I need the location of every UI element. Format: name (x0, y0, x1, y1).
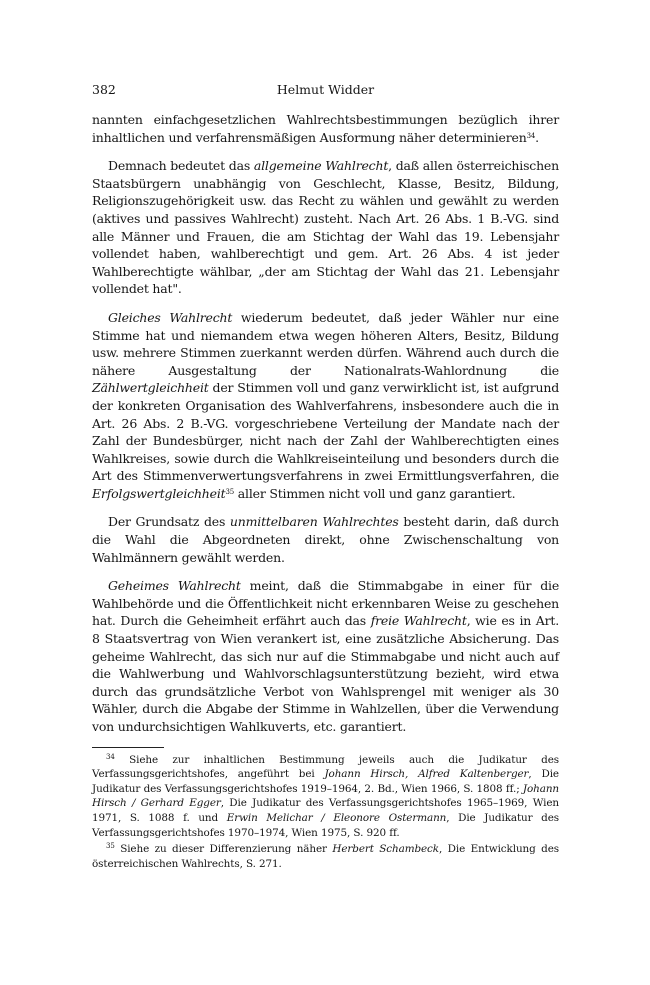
text-segment: der Stimmen voll und ganz verwirklicht ist, ist aufgrund der konkreten Organisation des Wahlverfahrens, insbesondere auch die in Art. 26 Abs. 2 B.-VG. vorgeschriebene Verteilung der Mandate nach der Zahl der Bundesbürger, nicht nach der Zahl der Wahlberechtigten eines Wahlkreises, sowie durch die Wahlkreiseinteilung und besonders durch die Art des Stimmenverwertungsverfahrens in zwei Ermittlungsverfahren, die (92, 380, 559, 484)
text-segment: . (535, 129, 539, 145)
text-segment: nannten einfachgesetzlichen Wahlrechtsbestimmungen bezüglich ihrer inhaltlichen und verfahrensmäßigen Ausformung näher determinieren (92, 112, 559, 145)
emphasis: allgemeine Wahlrecht (253, 158, 389, 174)
paragraph-unmittelbares-wahlrecht (92, 513, 559, 566)
emphasis: Zählwertgleichheit (92, 380, 209, 396)
emphasis: Geheimes Wahlrecht (108, 578, 241, 594)
paragraph-continuation (92, 111, 559, 146)
text-segment: Siehe zur inhaltlichen Bestimmung jeweils auch die Judikatur des Verfassungsgerichtshofes, angeführt bei (92, 753, 559, 781)
emphasis: Gleiches Wahlrecht (108, 309, 233, 325)
footnotes (92, 753, 559, 872)
footnote-35 (92, 842, 559, 871)
text-segment: , Die Entwicklung des österreichischen Wahlrechts, S. 271. (92, 843, 559, 870)
footnote-ref-35: 35 (225, 487, 234, 496)
text-segment: wiederum bedeutet, daß jeder Wähler nur eine Stimme hat und niemandem etwa wegen höheren Alters, Besitz, Bildung usw. mehrere Stimmen zuerkannt werden dürfen. Während auch durch die nähere Ausgestaltung der Nationalrats-Wahlordnung die (92, 309, 559, 378)
text-segment: meint, daß die Stimmabgabe in einer für die Wahlbehörde und die Öffentlichkeit nicht erkennbaren Weise zu geschehen hat. Durch die Geheimheit erfährt auch das (92, 578, 560, 629)
footnote-ref-34: 34 (526, 131, 536, 140)
footnote-34 (92, 753, 559, 841)
text-segment: aller Stimmen nicht voll und ganz garantiert. (234, 485, 516, 501)
author-names: Erwin Melichar / Eleonore Ostermann (226, 811, 447, 824)
text-segment: Demnach bedeutet das (108, 158, 254, 174)
text-segment: Der Grundsatz des (108, 514, 230, 530)
page-number: 382 (92, 82, 116, 97)
author-names: Herbert Schambeck (332, 843, 439, 856)
paragraph-allgemeines-wahlrecht (92, 157, 559, 298)
footnote-divider (92, 747, 164, 748)
text-segment: , Die Judikatur des Verfassungsgerichtshofes 1970–1974, Wien 1975, S. 920 ff. (92, 811, 560, 839)
body-text (92, 111, 559, 736)
page-header (92, 82, 559, 102)
emphasis: unmittelbaren Wahlrechtes (229, 514, 399, 530)
footnote-number: 35 (106, 842, 115, 851)
emphasis: Erfolgswertgleichheit (92, 485, 226, 501)
text-segment: , daß allen österreichischen Staatsbürgern unabhängig von Geschlecht, Klasse, Besitz, Bildung, Religionszugehörigkeit usw. das Recht zu wählen und gewählt zu werden (aktives und passives Wahlrecht) zusteht. Nach Art. 26 Abs. 1 B.-VG. sind alle Männer und Frauen, die am Stichtag der Wahl das 19. Lebensjahr vollendet haben, wahlberechtigt und gem. Art. 26 Abs. 4 ist jeder Wahlberechtigte wählbar, „der am Stichtag der Wahl das 21. Lebensjahr vollendet hat". (92, 158, 559, 297)
text-segment: , Die Judikatur des Verfassungsgerichtshofes 1919–1964, 2. Bd., Wien 1966, S. 1808 ff.; (92, 768, 559, 795)
text-segment: Siehe zu dieser Differenzierung näher (114, 843, 333, 856)
text-segment: , wie es in Art. 8 Staatsvertrag von Wien verankert ist, eine zusätzliche Absicherung. Das geheime Wahlrecht, das sich nur auf die Stimmabgabe und nicht auch auf die Wahlwerbung und Wahlvorschlagsunterstützung bezieht, wird etwa durch das grundsätzliche Verbot von Wahlsprengel mit weniger als 30 Wähler, durch die Abgabe der Stimme in Wahlzellen, über die Verwendung von undurchsichtigen Wahlkuverts, etc. garantiert. (92, 613, 559, 734)
emphasis: freie Wahlrecht (370, 613, 467, 629)
footnote-number: 34 (106, 752, 115, 761)
book-page (92, 82, 559, 873)
author-names: Johann Hirsch / Gerhard Egger (92, 782, 559, 810)
text-segment: , Die Judikatur des Verfassungsgerichtshofes 1965–1969, Wien 1971, S. 1088 f. und (92, 797, 559, 824)
author-names: Johann Hirsch, Alfred Kaltenberger (324, 768, 529, 781)
running-head: Helmut Widder (276, 82, 375, 97)
text-segment: besteht darin, daß durch die Wahl die Abgeordneten direkt, ohne Zwischenschaltung von Wahlmännern gewählt werden. (92, 514, 559, 565)
paragraph-geheimes-wahlrecht (92, 577, 559, 735)
paragraph-gleiches-wahlrecht (92, 309, 559, 503)
